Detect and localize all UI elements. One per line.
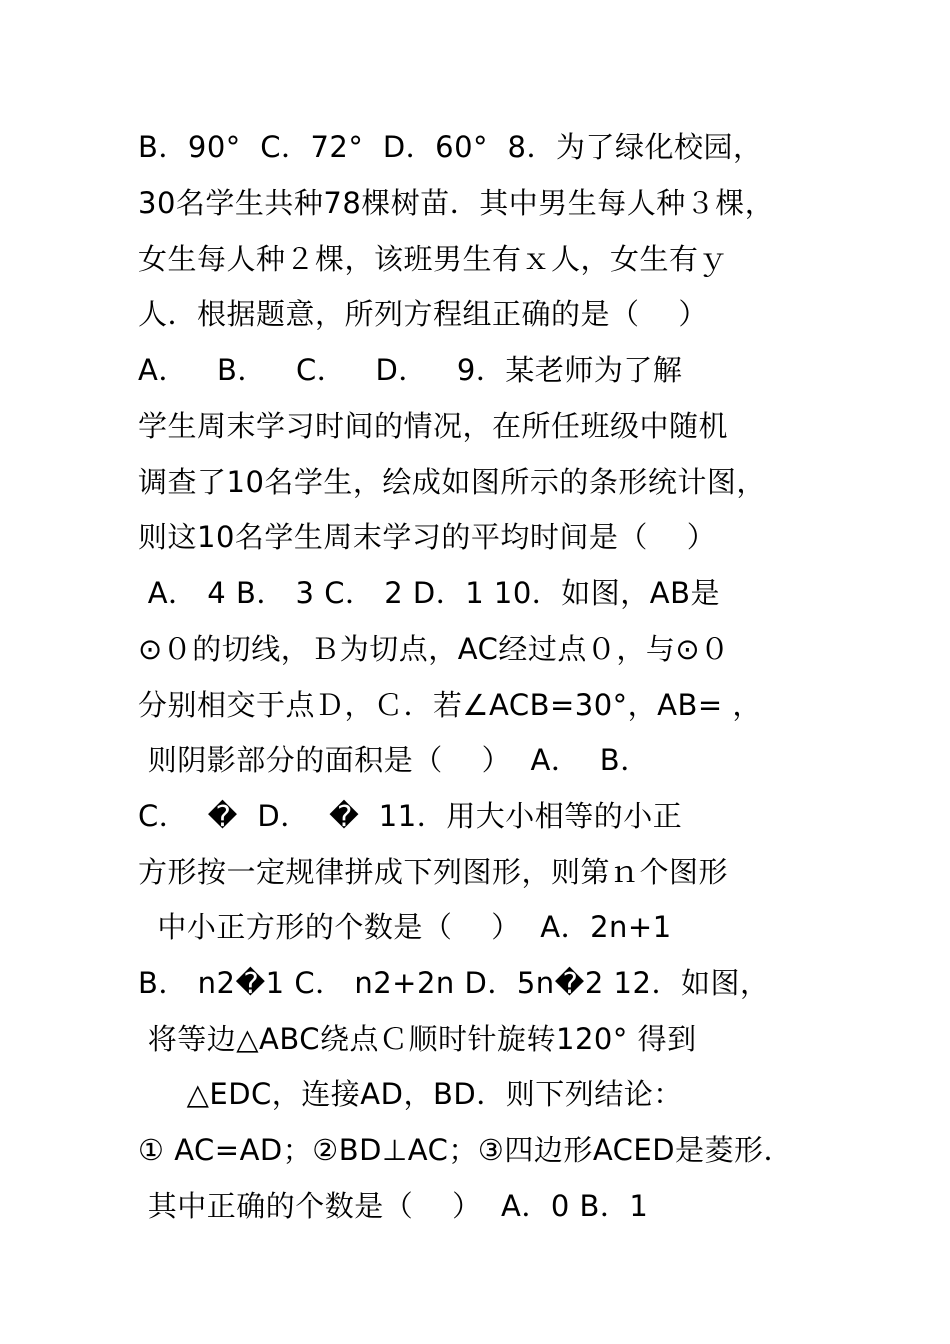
text-line: 方形按一定规律拼成下列图形，则第ｎ个图形 [138, 855, 729, 889]
text-line: 调查了10名学生，绘成如图所示的条形统计图， [138, 465, 766, 499]
text-line: ① AC=AD；②BD⊥AC；③四边形ACED是菱形． [138, 1133, 794, 1167]
text-line: 女生每人种２棵，该班男生有ｘ人，女生有ｙ [138, 242, 729, 276]
text-line: B． n2�1 C． n2+2n D．5n�2 12．如图， [138, 966, 770, 1000]
text-line: 则阴影部分的面积是（ ） A． B． [138, 743, 650, 777]
text-line: 学生周末学习时间的情况，在所任班级中随机 [138, 409, 729, 443]
text-line: A． B． C． D． 9．某老师为了解 [138, 353, 683, 387]
text-line: C． � D． � 11．用大小相等的小正 [138, 799, 683, 833]
text-line: 分别相交于点Ｄ，Ｃ．若∠ACB=30°，AB= ， [138, 688, 762, 722]
text-line: B．90° C．72° D．60° 8．为了绿化校园， [138, 130, 763, 164]
text-line: 则这10名学生周末学习的平均时间是（ ） [138, 520, 717, 554]
text-line: ⊙０的切线，Ｂ为切点，AC经过点０，与⊙０ [138, 632, 730, 666]
text-line: 30名学生共种78棵树苗．其中男生每人种３棵， [138, 186, 775, 220]
text-line: 人．根据题意，所列方程组正确的是（ ） [138, 297, 708, 331]
text-line: 其中正确的个数是（ ） A．0 B．1 [138, 1189, 649, 1223]
text-line: A． 4 B． 3 C． 2 D．1 10．如图，AB是 [138, 576, 720, 610]
text-line: 将等边△ABC绕点Ｃ顺时针旋转120° 得到 [138, 1022, 697, 1056]
text-line: △EDC，连接AD，BD．则下列结论： [138, 1077, 683, 1111]
text-line: 中小正方形的个数是（ ） A．2n+1 [138, 910, 672, 944]
